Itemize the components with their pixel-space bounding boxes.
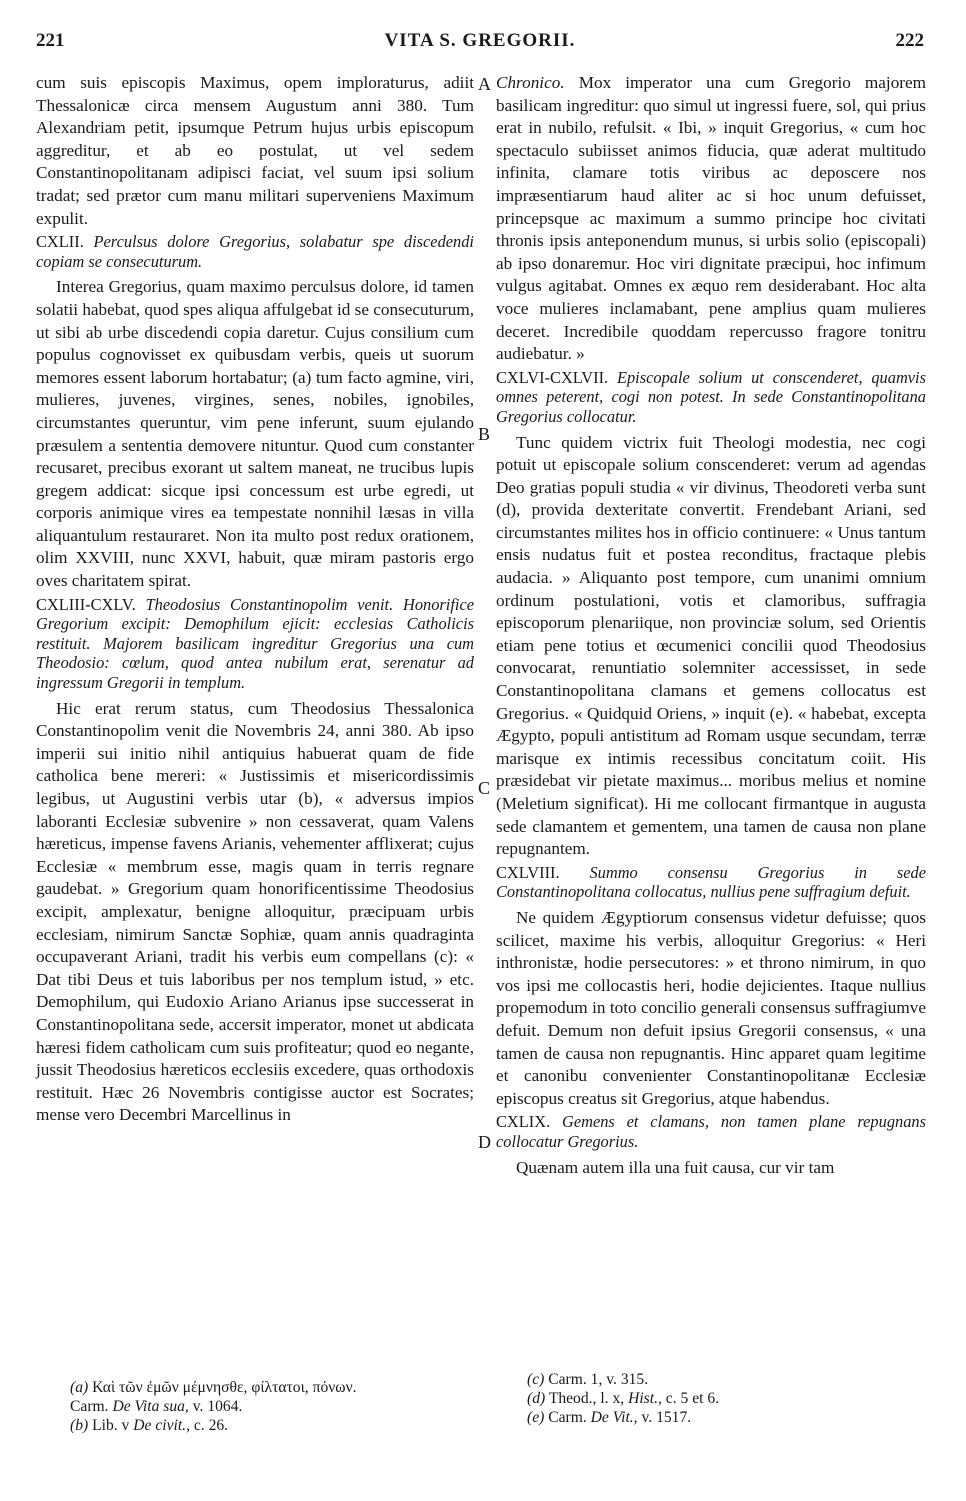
footnote-e [527,1408,907,1427]
footnote-text: v. 1064. [192,1398,243,1415]
footnote-c [527,1370,907,1389]
section-number: CXLIII-CXLV. [36,594,136,614]
footnote-label: (d) [527,1390,546,1407]
footnote-italic: De Vit., [590,1409,638,1426]
left-paragraph-2: Interea Gregorius, quam maximo perculsus dolore, id tamen solatii habebat, quod spes aliqua affulgebat id se consecuturum, ut sibi ab urbe discedendi copia daretur. Cujus consilium cum populus cognovisset ex quibusdam verbis, queis ut suorum memores essent laborum hortabatur; (a) tum facto agmine, viri, mulieres, juvenes, virgines, senes, nobiles, ignobiles, circumstantes queruntur, vim pene inferunt, suum ejulando præsulem a sententia demovere nituntur. Quod cum constanter recusaret, precibus exorant ut saltem maneat, ne trucibus lupis gregem addicat: sicque ipsi concessum est urbe egredi, ut corporis animique vires ea tempestate nonnihil læsas in villa aliquantulum restauraret. Non ita multo post redux orationem, olim XXVIII, nunc XXVI, habuit, quæ miram pastoris ergo oves charitatem spirat. [36,277,474,591]
section-summary: Summo consensu Gregorius in sede Constantinopolitana collocatus, nullius pene suffragium defuit. [496,862,926,902]
page-number-right: 222 [895,30,924,51]
footnote-label: (e) [527,1409,545,1426]
section-number: CXLII. [36,232,84,252]
margin-marker-b: B [478,424,491,444]
running-title: VITA S. GREGORII. [384,30,576,51]
section-number: CXLVI-CXLVII. [496,367,609,387]
section-summary: Episcopale solium ut conscenderet, quamvis omnes peterent, cogi non potest. In sede Constantinopolitana Gregorius collocatur. [496,367,926,426]
section-heading-cxlviii [496,863,926,902]
section-summary: Theodosius Constantinopolim venit. Honorifice Gregorium excipit: Demophilum ejicit: ecclesias Catholicis restituit. Majorem basilicam ingreditur Gregorius una cum Theodosio: cœlum, quod antea nubilum erat, serenatur ad ingressum Gregorii in templum. [36,594,474,693]
right-paragraph-3: Ne quidem Ægyptiorum consensus videtur defuisse; quos scilicet, maxime his verbis, alloquitur Gregorius: « Heri inthronistæ, hodie persecutores: » et throno nimirum, in quo vos ipsi me collocastis heri, hodie dejicientes. Itaque nullius propemodum in toto concilio generali consensus suffragiumve defuit. Demum non defuit ipsius Gregorii consensus, « una tamen de causa non repugnantis. Hinc apparet quam legitime et canonibu convenienter Constantinopolitanæ Ecclesiæ episcopus creatus sit Gregorius, atque habendus. [496,907,926,1108]
footnote-label: (b) [70,1417,89,1434]
section-summary: Perculsus dolore Gregorius, solabatur spe discedendi copiam se consecuturum. [36,232,474,271]
footnotes-left [70,1378,490,1435]
footnote-italic: De civit., [133,1417,190,1434]
footnote-a [70,1378,490,1397]
right-paragraph-4: Quænam autem illa una fuit causa, cur vir tam [516,1157,835,1177]
footnote-label: (a) [70,1379,89,1396]
margin-marker-c: C [478,778,491,798]
right-paragraph-1 [496,72,926,366]
footnote-italic: Hist., [628,1390,662,1407]
section-number: CXLIX. [496,1112,551,1132]
margin-marker-d: D [478,1132,491,1152]
footnote-greek: Καὶ τῶν ἐμῶν μέμνησθε, φίλτατοι, πόνων. [92,1379,357,1396]
footnote-text: Theod., l. x, [548,1390,625,1407]
footnote-text: v. 1517. [641,1409,692,1426]
footnote-text: Carm. [548,1409,587,1426]
footnote-text: c. 26. [193,1417,229,1434]
margin-marker-a: A [478,74,491,94]
footnote-label: (c) [527,1371,545,1388]
section-summary: Gemens et clamans, non tamen plane repugnans collocatur Gregorius. [496,1112,926,1151]
section-heading-cxliii-cxlv [36,595,474,693]
footnote-text: Carm. 1, v. 315. [548,1371,649,1388]
footnote-b [70,1416,490,1435]
section-heading-cxlix [496,1112,926,1151]
section-number: CXLVIII. [496,862,560,882]
left-paragraph-1: cum suis episcopis Maximus, opem imploraturus, adiit Thessalonicæ circa mensem Augustum anni 380. Tum Alexandriam petit, ipsumque Petrum hujus urbis episcopum aggreditur, et ab eo postulat, ut vel sedem Constantinopolitanam adipisci faciat, vel suum ipsi solium tradat; sed prætor cum manu militari superveniens Maximum expulit. [36,73,474,228]
footnotes-right [527,1370,907,1427]
italic-word: Chronico. [496,73,565,92]
right-paragraph-1-text: Mox imperator una cum Gregorio majorem basilicam ingreditur: quo simul ut ingressi fuere, sol, qui prius erat in nubilo, refulsit. « Ibi, » inquit Gregorius, « cum hoc spectaculo subiisset animos fiducia, quæ aderat multitudo infinita, clamare totis viribus ac deposcere nos impræsentiarum haud aliter ac si hoc unum defuisset, princepsque ac maximum a summo principe hoc civitati thronis ipsis anteponendum munus, si urbis solio (episcopali) ab ipso donaremur. Hoc viri dignitate præcipui, hoc infimum vulgus agitabat. Omnes ex æquo rem desiderabant. Hoc alta voce mulieres inclamabant, pene amplius quam mulieres deceret. Incredibile quoddam repercusso fragore tonitru audiebatur. » [496,73,927,364]
footnote-a-ref [70,1397,490,1416]
page-header [36,30,924,54]
left-column [36,72,474,1127]
left-paragraph-3: Hic erat rerum status, cum Theodosius Thessalonica Constantinopolim venit die Novembris 24, anni 380. Ab ipso imperii sui initio nihil antiquius habuerat quam de fide catholica bene mereri: « Justissimis et misericordissimis legibus, ut Augustini verbis utar (b), « adversus impios laboranti Ecclesiæ subvenire » non cessaverat, quam Valens hæreticus, impense favens Arianis, vehementer afflixerat; cujus Ecclesiæ « membrum esse, magis quam in terris regnare gaudebat. » Gregorium quam honorificentissime Theodosius excipit, amplexatur, benigne alloquitur, præcipuam urbis ecclesiam, nimirum Sanctæ Sophiæ, quam annis quadraginta occupaverant Ariani, tradit his verbis eum compellans (c): « Dat tibi Deus et tuis laboribus per nos templum istud, » etc. Demophilum, qui Eudoxio Ariano Arianus ipse successerat in Constantinopolitana sede, accersit imperator, monet ut abdicata hæresi fidem catholicam cum suis profiteatur; quod eo negante, jussit Theodosius hæreticos ecclesiis excedere, quas orthodoxis restituit. Hæc 26 Novembris contigisse auctor est Socrates; mense vero Decembri Marcellinus in [36,698,474,1125]
section-heading-cxlvi-cxlvii [496,368,926,427]
footnote-text: Carm. [70,1398,109,1415]
right-paragraph-2: Tunc quidem victrix fuit Theologi modestia, nec cogi potuit ut episcopale solium conscenderet: verum ad agendas Deo gratias populi studia « vir divinus, Theodoreti verba sunt (d), provida dexteritate convertit. Frendebant Ariani, sed circumstantes milites hos in officio continuere: « Unus tantum ensis nudatus fuit et postea reconditus, fractaque plebis audacia. » Aliquanto post tempore, cum unanimi omnium ordinum postulationi, votis et clamoribus, suffragia episcoporum plenariique, non provinciæ solum, sed Orientis etiam pene totius et œcumenici concilii quod Theodosius convocarat, renuntiatio solemniter accessisset, in sede Constantinopolitana clamans et gemens collocatus est Gregorius. « Quidquid Oriens, » inquit (e). « habebat, excepta Ægypto, populi antistitum ad Romam usque secundam, terræ marisque ex intimis recessibus concitatum coiit. His præsidebat vir pietate maximus... moribus melius et nomine (Meletium significat). Hi me collocant firmantque in augusta sede clamantem et gementem, una tamen de causa non plane repugnantem. [496,432,926,859]
footnote-text: Lib. v [92,1417,130,1434]
section-heading-cxlii [36,232,474,271]
footnote-italic: De Vita sua, [112,1398,189,1415]
footnote-d [527,1389,907,1408]
right-column [496,72,926,1179]
footnote-text: c. 5 et 6. [665,1390,720,1407]
page-number-left: 221 [36,30,65,51]
